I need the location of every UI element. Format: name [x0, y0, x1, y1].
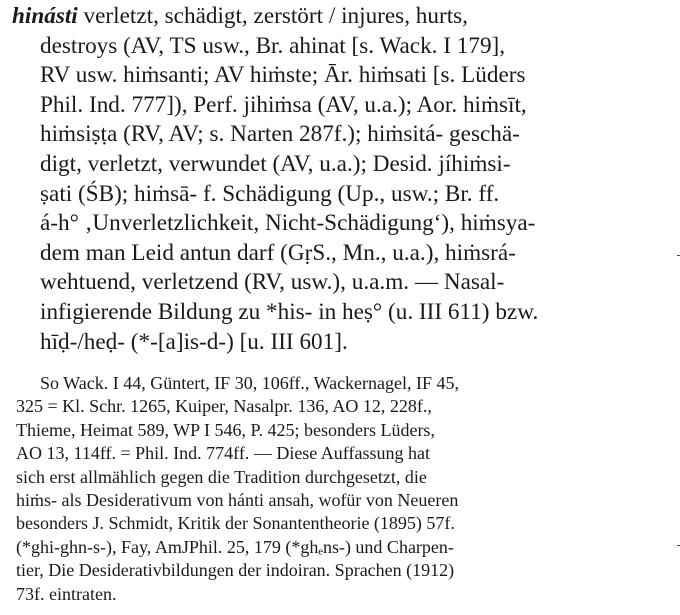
entry-line: digt, verletzt, verwundet (AV, u.a.); Desid. jíhiṁsi- — [40, 150, 511, 177]
note-line: Thieme, Heimat 589, WP I 546, P. 425; besonders Lüders, — [16, 419, 435, 440]
entry-line: á-h° ‚Unverletzlichkeit, Nicht-Schädigung‘), hiṁsya- — [40, 210, 536, 237]
note-line: sich erst allmählich gegen die Tradition durchgesetzt, die — [16, 466, 427, 487]
dictionary-entry — [0, 2, 680, 357]
note-line: besonders J. Schmidt, Kritik der Sonantentheorie (1895) 57f. — [16, 513, 455, 534]
entry-line: Phil. Ind. 777]), Perf. jihiṁsa (AV, u.a.); Aor. hiṁsīt, — [40, 91, 527, 118]
entry-line: hīḍ-/heḍ- (*-[a]is-d-) [u. III 601]. — [40, 328, 348, 355]
entry-line: destroys (AV, TS usw., Br. ahinat [s. Wack. I 179], — [40, 32, 506, 59]
entry-line-text: verletzt, schädigt, zerstört / injures, hurts, — [77, 3, 468, 29]
entry-line: dem man Leid antun darf (GṛS., Mn., u.a.), hiṁsrá- — [40, 239, 516, 266]
etymology-note — [0, 372, 680, 606]
entry-line: RV usw. hiṁsanti; AV hiṁste; Ār. hiṁsati [s. Lüders — [40, 62, 526, 89]
note-line: 73f. eintraten. — [16, 583, 117, 604]
note-line: hiṁs- als Desiderativum von hánti ansah, wofür von Neueren — [16, 489, 459, 510]
headword: hinásti — [12, 3, 78, 29]
note-line: tier, Die Desiderativbildungen der indoiran. Sprachen (1912) — [16, 560, 455, 581]
entry-line: hiṁsiṣṭa (RV, AV; s. Narten 287f.); hiṁsitá- geschä- — [40, 121, 520, 148]
entry-line — [0, 2, 680, 32]
note-line: 325 = Kl. Schr. 1265, Kuiper, Nasalpr. 136, AO 12, 228f., — [16, 396, 432, 417]
entry-line: ṣati (ŚB); hiṁsā- f. Schädigung (Up., usw.; Br. ff. — [40, 180, 500, 207]
note-line: AO 13, 114ff. = Phil. Ind. 774ff. — Diese Auffassung hat — [16, 443, 430, 464]
note-line: So Wack. I 44, Güntert, IF 30, 106ff., Wackernagel, IF 45, — [40, 373, 460, 393]
entry-line: infigierende Bildung zu *his- in heṣ° (u. III 611) bzw. — [40, 298, 539, 325]
entry-line: wehtuend, verletzend (RV, usw.), u.a.m. — Nasal- — [40, 269, 505, 296]
note-line: (*ghi-ghn-s-), Fay, AmJPhil. 25, 179 (*ghₑns-) und Charpen- — [16, 536, 454, 557]
